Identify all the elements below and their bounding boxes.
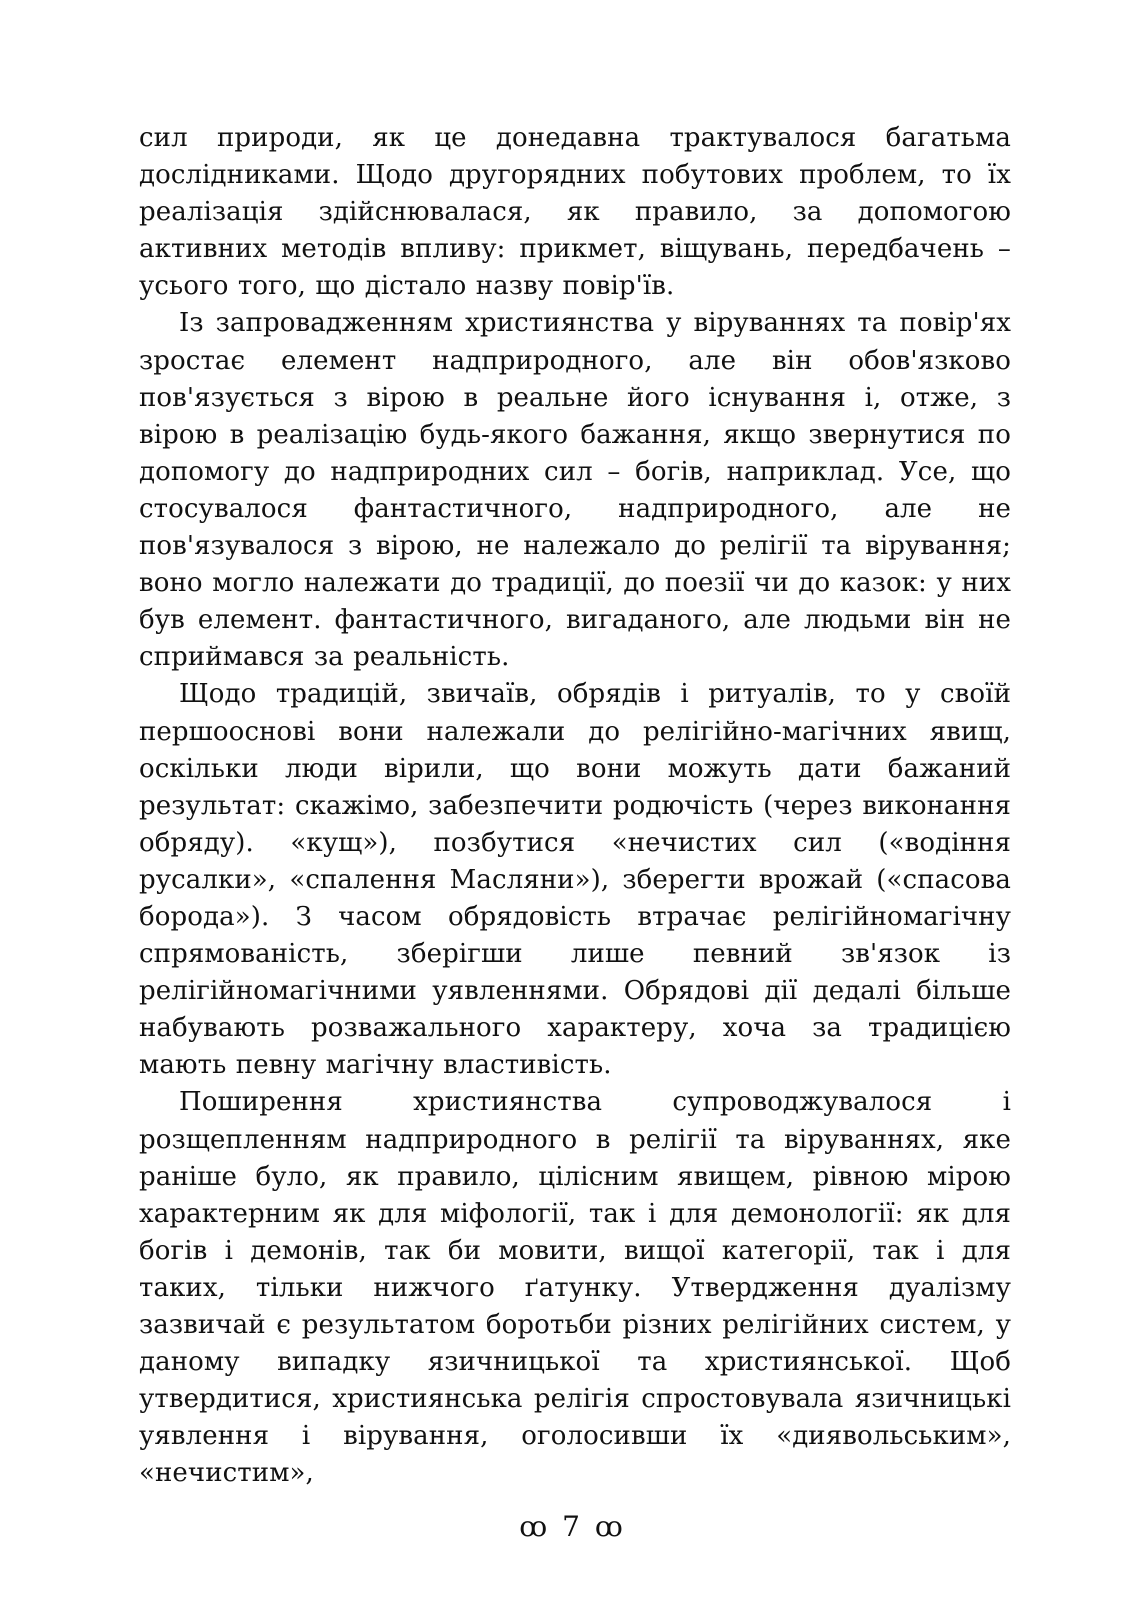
paragraph-4: Поширення християнства супроводжувалося і розщепленням надприродного в релігії та віруваннях, яке раніше було, як правило, цілісним явищем, рівною мірою характерним як для міфології, так і для демонології: як для богів і демонів, так би мовити, вищої категорії, так і для таких, тільки нижчого ґатунку. Утвердження дуалізму зазвичай є результатом боротьби різних релігійних систем, у даному випадку язичницької та християнської. Щоб утвердитися, християнська релігія спростовувала язичницькі уявлення і вірування, оголосивши їх «диявольським», «нечистим», [139,1087,1011,1489]
paragraph-2: Із запровадженням християнства у віруваннях та повір'ях зростає елемент надприродного, але він обов'язково пов'язується з вірою в реальне його існування і, отже, з вірою в реалізацію будь-якого бажання, якщо звернутися по допомогу до надприродних сил – богів, наприклад. Усе, що стосувалося фантастичного, надприродного, але не пов'язувалося з вірою, не належало до релігії та вірування; воно могло належати до традиції, до поезії чи до казок: у них був елемент. фантастичного, вигаданого, але людьми він не сприймався за реальність. [139,308,1011,673]
page-body [139,120,1011,1492]
right-ornament-icon: ꝏ [594,1509,623,1543]
page-footer [0,1505,1142,1547]
paragraph-3: Щодо традицій, звичаїв, обрядів і ритуалів, то у своїй першооснові вони належали до релігійно-магічних явищ, оскільки люди вірили, що вони можуть дати бажаний результат: скажімо, забезпечити родючість (через виконання обряду). «кущ»), позбутися «нечистих сил («водіння русалки», «спалення Масляни»), зберегти врожай («спасова борода»). З часом обрядовість втрачає релігійномагічну спрямованість, зберігши лише певний зв'язок із релігійномагічними уявленнями. Обрядові дії дедалі більше набувають розважального характеру, хоча за традицією мають певну магічну властивість. [139,679,1011,1081]
left-ornament-icon: ꝏ [519,1509,548,1543]
paragraph-1: сил природи, як це донедавна трактувалося багатьма дослідниками. Щодо другорядних побутових проблем, то їх реалізація здійснювалася, як правило, за допомогою активних методів впливу: прикмет, віщувань, передбачень – усього того, що дістало назву повір'їв. [139,123,1011,302]
page-number: 7 [562,1509,580,1543]
